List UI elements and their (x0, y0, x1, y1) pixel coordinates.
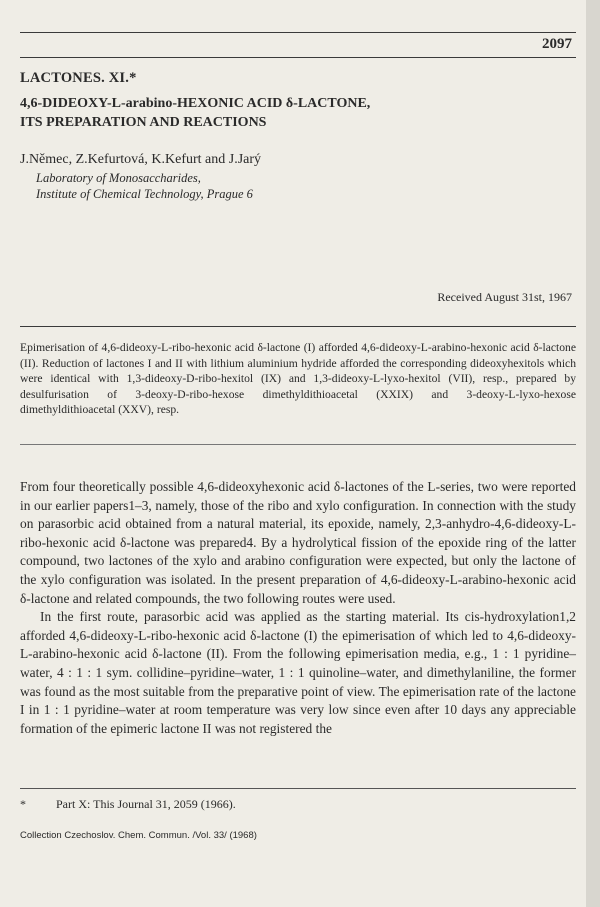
footnote-rule (20, 788, 576, 789)
paragraph-2: In the first route, parasorbic acid was applied as the starting material. Its cis-hydroxylation1,2 afforded 4,6-dideoxy-L-ribo-hexonic acid δ-lactone (I) the epimerisation of which led to 4,6-dideoxy-L-arabino-hexonic acid δ-lactone (II). From the following epimerisation media, e.g., 1 : 1 pyridine–water, 4 : 1 : 1 sym. collidine–pyridine–water, 1 : 1 quinoline–water, and dimethylaniline, the former was found as the most suitable from the preparative point of view. The epimerisation rate of the lactone I in 1 : 1 pyridine–water at room temperature was very low since even after 10 days any appreciable formation of the epimeric lactone II was not registered the (20, 609, 576, 736)
abstract-top-rule (20, 326, 576, 327)
header-rule (20, 57, 576, 58)
affiliation-line-1: Laboratory of Monosaccharides, (36, 171, 201, 185)
page-number: 2097 (542, 36, 572, 52)
body-text (20, 478, 576, 738)
received-date: Received August 31st, 1967 (437, 290, 572, 304)
footnote (20, 797, 236, 812)
affiliation (36, 170, 253, 202)
title-line-3: ITS PREPARATION AND REACTIONS (20, 115, 267, 130)
top-rule (20, 32, 576, 33)
title-line-2: 4,6-DIDEOXY-L-arabino-HEXONIC ACID δ-LACTONE, (20, 96, 371, 111)
authors: J.Němec, Z.Kefurtová, K.Kefurt and J.Jarý (20, 152, 262, 167)
affiliation-line-2: Institute of Chemical Technology, Prague 6 (36, 187, 253, 201)
article-title (20, 94, 580, 132)
abstract-bottom-rule (20, 444, 576, 445)
journal-citation: Collection Czechoslov. Chem. Commun. /Vol. 33/ (1968) (20, 830, 257, 841)
footnote-mark: * (20, 797, 26, 811)
paragraph-1: From four theoretically possible 4,6-dideoxyhexonic acid δ-lactones of the L-series, two were reported in our earlier papers1–3, namely, those of the ribo and xylo configuration. In connection with the study on parasorbic acid obtained from a natural material, its epoxide, namely, 2,3-anhydro-4,6-dideoxy-L-ribo-hexonic acid δ-lactone was prepared4. By a hydrolytical fission of the epoxide ring of the latter compound, two lactones of the xylo and arabino configuration were expected, but only the lactone of the xylo configuration was isolated. In the present preparation of 4,6-dideoxy-L-arabino-hexonic acid δ-lactone and related compounds, the two following routes were used. (20, 479, 576, 606)
abstract: Epimerisation of 4,6-dideoxy-L-ribo-hexonic acid δ-lactone (I) afforded 4,6-dideoxy-L-arabino-hexonic acid δ-lactone (II). Reduction of lactones I and II with lithium aluminium hydride afforded the corresponding dideoxyhexitols which were identical with 1,3-dideoxy-D-ribo-hexitol (IX) and 1,3-dideoxy-L-lyxo-hexitol (VII), resp., prepared by desulfurisation of 3-deoxy-D-ribo-hexose dimethyldithioacetal (XXIX) and 3-deoxy-L-lyxo-hexose dimethyldithioacetal (XXV), resp. (20, 341, 576, 417)
series-title: LACTONES. XI.* (20, 70, 137, 86)
page-edge-shadow (586, 0, 600, 907)
footnote-text: Part X: This Journal 31, 2059 (1966). (56, 797, 236, 811)
